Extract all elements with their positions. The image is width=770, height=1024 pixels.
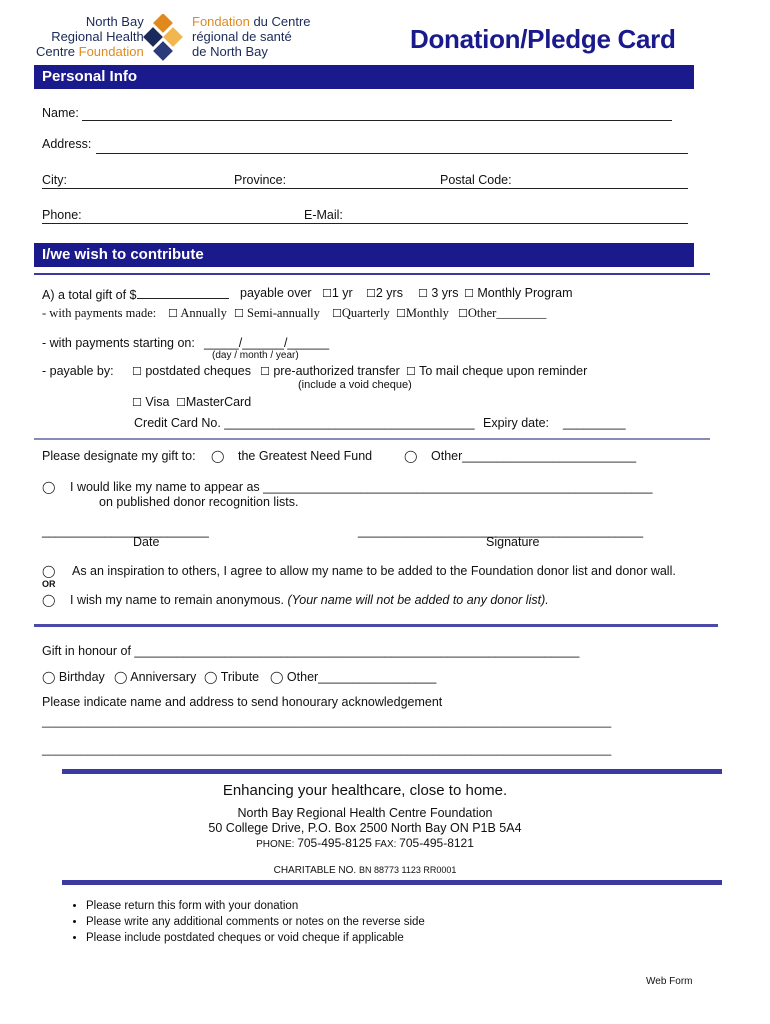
option-monthly[interactable]: ☐Monthly xyxy=(396,306,449,320)
option-mail-cheque[interactable]: ☐ To mail cheque upon reminder xyxy=(406,364,588,378)
logo-en-line2: Regional Health xyxy=(51,29,144,44)
payments-starting-label: - with payments starting on: xyxy=(42,336,195,350)
option-preauthorized-transfer[interactable]: ☐ pre-authorized transfer xyxy=(260,364,400,378)
gift-honour-field[interactable]: Gift in honour of ________________________________________________________________ xyxy=(42,644,580,658)
checkbox-icon: ☐ xyxy=(464,287,474,300)
acknowledgement-label: Please indicate name and address to send honourary acknowledgement xyxy=(42,695,443,709)
option-monthly-program[interactable]: ☐ Monthly Program xyxy=(464,286,573,300)
phone-email-field[interactable] xyxy=(42,223,688,224)
checkbox-icon: ☐ xyxy=(176,396,186,409)
option-2yrs[interactable]: ☐2 yrs xyxy=(366,286,403,300)
checkbox-icon: ☐ xyxy=(132,365,142,378)
divider xyxy=(62,880,722,885)
published-lists-label: on published donor recognition lists. xyxy=(99,495,299,509)
foundation-logo-icon xyxy=(142,14,188,62)
payable-by-label: - payable by: xyxy=(42,364,114,378)
checkbox-icon: ☐ xyxy=(322,287,332,300)
org-name: North Bay Regional Health Centre Foundation xyxy=(237,806,493,820)
email-label: E-Mail: xyxy=(304,208,343,222)
section-header-personal-info: Personal Info xyxy=(34,65,694,89)
option-other-honour[interactable]: ◯ Other_________________ xyxy=(270,670,437,684)
tagline: Enhancing your healthcare, close to home. xyxy=(222,782,508,799)
charitable-number: CHARITABLE NO. BN 88773 1123 RR0001 xyxy=(273,865,457,876)
province-label: Province: xyxy=(234,173,287,187)
logo-english-text xyxy=(36,14,144,59)
other-fund-field[interactable]: Other_________________________ xyxy=(431,449,637,463)
radio-icon: ◯ xyxy=(270,670,284,684)
option-annually[interactable]: ☐ Annually xyxy=(168,306,227,320)
logo-fr-line2: régional de santé xyxy=(192,29,292,44)
designate-label: Please designate my gift to: xyxy=(42,449,196,463)
option-3yrs[interactable]: ☐ 3 yrs xyxy=(418,286,459,300)
option-tribute[interactable]: ◯ Tribute xyxy=(204,670,260,684)
signature-label: Signature xyxy=(486,535,540,549)
payable-over-label: payable over xyxy=(240,286,312,300)
web-form-label: Web Form xyxy=(646,976,693,987)
radio-icon: ◯ xyxy=(204,670,218,684)
name-appear-field[interactable]: I would like my name to appear as ________________________________________________________ xyxy=(70,480,653,494)
date-field[interactable]: ________________________ xyxy=(42,524,209,538)
divider xyxy=(34,624,718,627)
page-title: Donation/Pledge Card xyxy=(410,24,676,54)
radio-icon: ◯ xyxy=(404,449,418,463)
credit-card-field[interactable]: Credit Card No. ____________________________________ xyxy=(134,416,475,430)
option-1yr[interactable]: ☐1 yr xyxy=(322,286,353,300)
checkbox-icon: ☐ xyxy=(234,307,244,320)
org-contact: PHONE: 705-495-8125 FAX: 705-495-8121 xyxy=(256,836,474,850)
void-cheque-note: (include a void cheque) xyxy=(298,379,412,391)
checkbox-icon: ☐ xyxy=(366,287,376,300)
checkbox-icon: ☐ xyxy=(396,307,406,320)
address-label: Address: xyxy=(42,137,92,151)
radio-other-fund[interactable] xyxy=(404,449,417,463)
logo-en-line3: Centre Foundation xyxy=(36,44,144,59)
postal-code-label: Postal Code: xyxy=(440,173,512,187)
option-visa[interactable]: ☐ Visa xyxy=(132,395,170,409)
divider xyxy=(62,769,722,774)
section-header-contribute: I/we wish to contribute xyxy=(34,243,694,267)
option-other-payment[interactable]: ☐Other________ xyxy=(458,306,547,320)
org-address: 50 College Drive, P.O. Box 2500 North Bay ON P1B 5A4 xyxy=(208,821,522,835)
option-postdated-cheques[interactable]: ☐ postdated cheques xyxy=(132,364,251,378)
radio-icon: ◯ xyxy=(42,593,56,607)
radio-icon: ◯ xyxy=(42,564,56,578)
logo-en-line1: North Bay xyxy=(85,14,144,29)
total-gift-label: A) a total gift of $ xyxy=(42,286,229,302)
donor-list-consent: As an inspiration to others, I agree to allow my name to be added to the Foundation donor list and donor wall. xyxy=(72,564,676,578)
option-semi-annually[interactable]: ☐ Semi-annually xyxy=(234,306,320,320)
phone-label: Phone: xyxy=(42,208,82,222)
expiry-label: Expiry date: xyxy=(483,416,550,430)
radio-icon: ◯ xyxy=(42,670,56,684)
name-field[interactable] xyxy=(82,120,672,121)
logo-fr-line1: Fondation du Centre xyxy=(192,14,311,29)
total-gift-field[interactable] xyxy=(137,286,229,299)
option-mastercard[interactable]: ☐MasterCard xyxy=(176,395,252,409)
radio-icon: ◯ xyxy=(211,449,225,463)
city-province-postal-field[interactable] xyxy=(42,188,688,189)
radio-greatest-need[interactable] xyxy=(211,449,224,463)
acknowledgement-line-2[interactable]: _________________________________________________________________________________________ xyxy=(42,744,612,756)
date-format-hint: (day / month / year) xyxy=(212,350,299,361)
greatest-need-label: the Greatest Need Fund xyxy=(238,449,373,463)
option-birthday[interactable]: ◯ Birthday xyxy=(42,670,105,684)
payments-made-label: - with payments made: xyxy=(42,306,157,320)
checkbox-icon: ☐ xyxy=(406,365,416,378)
radio-anonymous[interactable] xyxy=(42,593,55,607)
start-date-field[interactable]: _____/______/______ xyxy=(204,336,330,350)
checkbox-icon: ☐ xyxy=(418,287,428,300)
radio-donor-list[interactable] xyxy=(42,564,55,578)
checkbox-icon: ☐ xyxy=(132,396,142,409)
checkbox-icon: ☐ xyxy=(458,307,468,320)
checkbox-icon: ☐ xyxy=(260,365,270,378)
checkbox-icon: ☐ xyxy=(168,307,178,320)
option-quarterly[interactable]: ☐Quarterly xyxy=(332,306,390,320)
acknowledgement-line-1[interactable]: _________________________________________________________________________________________ xyxy=(42,716,612,728)
radio-icon: ◯ xyxy=(42,480,56,494)
logo-fr-line3: de North Bay xyxy=(192,44,268,59)
list-item: • Please include postdated cheques or void cheque if applicable xyxy=(86,930,425,946)
or-label: OR xyxy=(42,579,56,589)
radio-icon: ◯ xyxy=(114,670,128,684)
list-item: • Please return this form with your donation xyxy=(86,898,425,914)
logo-french-text xyxy=(192,14,311,59)
expiry-field[interactable]: _________ xyxy=(563,416,626,430)
instructions-list xyxy=(62,898,425,946)
address-field[interactable] xyxy=(96,153,688,154)
anonymous-label: I wish my name to remain anonymous. (Your name will not be added to any donor list). xyxy=(70,593,549,607)
radio-name-appear[interactable] xyxy=(42,480,55,494)
name-label: Name: xyxy=(42,106,79,120)
option-anniversary[interactable]: ◯ Anniversary xyxy=(114,670,197,684)
date-label: Date xyxy=(133,535,160,549)
divider xyxy=(34,273,710,275)
divider xyxy=(34,438,710,440)
city-label: City: xyxy=(42,173,67,187)
list-item: • Please write any additional comments or notes on the reverse side xyxy=(86,914,425,930)
signature-field[interactable]: _________________________________________ xyxy=(358,524,644,538)
checkbox-icon: ☐ xyxy=(332,307,342,320)
